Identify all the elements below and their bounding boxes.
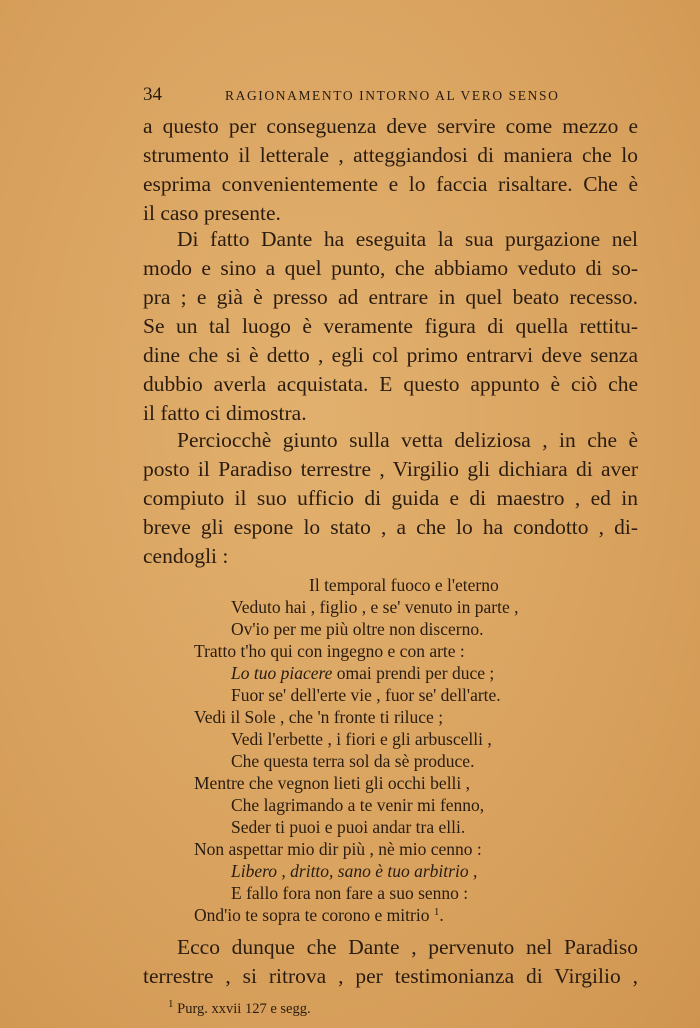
verse-italic: Libero , dritto, sano è tuo arbitrio , [231, 861, 478, 881]
footnote-text: Purg. xxvii 127 e segg. [177, 1001, 311, 1017]
verse-text: Ond'io te sopra te corono e mitrio [194, 905, 430, 925]
text-line: cendogli : [143, 544, 229, 568]
text-line: posto il Paradiso terrestre , Virgilio gli dichiara di aver [143, 457, 638, 481]
text-line: terrestre , si ritrova , per testimonianza di Virgilio , [143, 964, 638, 988]
verse-text: omai prendi per duce ; [332, 663, 495, 683]
verse-line: Che questa terra sol da sè produce. [231, 751, 475, 771]
verse-line: Ov'io per me più oltre non discerno. [231, 619, 484, 639]
text-line: breve gli espone lo stato , a che lo ha condotto , di- [143, 515, 638, 539]
text-line: Perciocchè giunto sulla vetta deliziosa , in che è [177, 428, 638, 452]
text-line: dine che si è detto , egli col primo entrarvi deve senza [143, 343, 638, 367]
text-line: dubbio averla acquistata. E questo appunto è ciò che [143, 372, 638, 396]
running-head: RAGIONAMENTO INTORNO AL VERO SENSO [225, 88, 560, 103]
verse-line: Fuor se' dell'erte vie , fuor se' dell'arte. [231, 685, 501, 705]
page-header [143, 84, 633, 108]
verse-line: E fallo fora non fare a suo senno : [231, 883, 469, 903]
verse-line: Il temporal fuoco e l'eterno [309, 575, 499, 595]
text-line: Se un tal luogo è veramente figura di quella rettitu- [143, 314, 638, 338]
footnote-ref[interactable]: 1 [433, 906, 440, 918]
text-line: a questo per conseguenza deve servire come mezzo e [143, 114, 638, 138]
text-line: il fatto ci dimostra. [143, 401, 307, 425]
text-line: pra ; e già è presso ad entrare in quel beato recesso. [143, 285, 638, 309]
verse-line: Vedi l'erbette , i fiori e gli arbuscelli , [231, 729, 492, 749]
text-line: strumento il letterale , atteggiandosi di maniera che lo [143, 143, 638, 167]
text-line: Ecco dunque che Dante , pervenuto nel Paradiso [177, 935, 638, 959]
verse-line: Tratto t'ho qui con ingegno e con arte : [194, 641, 465, 661]
text-line: il caso presente. [143, 201, 281, 225]
footnote-marker: 1 [168, 998, 174, 1010]
text-line: Di fatto Dante ha eseguita la sua purgazione nel [177, 227, 638, 251]
verse-line [231, 663, 494, 684]
verse-line: Veduto hai , figlio , e se' venuto in parte , [231, 597, 519, 617]
verse-line: Seder ti puoi e puoi andar tra elli. [231, 817, 466, 837]
text-line: compiuto il suo ufficio di guida e di maestro , ed in [143, 486, 638, 510]
verse-line: Che lagrimando a te venir mi fenno, [231, 795, 485, 815]
verse-line: Non aspettar mio dir più , nè mio cenno : [194, 839, 482, 859]
footnote [168, 998, 311, 1018]
text-line: modo e sino a quel punto, che abbiamo veduto di so- [143, 256, 638, 280]
verse-line [194, 905, 444, 926]
verse-line: Mentre che vegnon lieti gli occhi belli , [194, 773, 471, 793]
verse-text: . [439, 905, 444, 925]
verse-line: Vedi il Sole , che 'n fronte ti riluce ; [194, 707, 444, 727]
verse-line [231, 861, 477, 882]
page-number: 34 [143, 84, 162, 105]
text-line: esprima convenientemente e lo faccia risaltare. Che è [143, 172, 638, 196]
verse-italic: Lo tuo piacere [231, 663, 333, 683]
